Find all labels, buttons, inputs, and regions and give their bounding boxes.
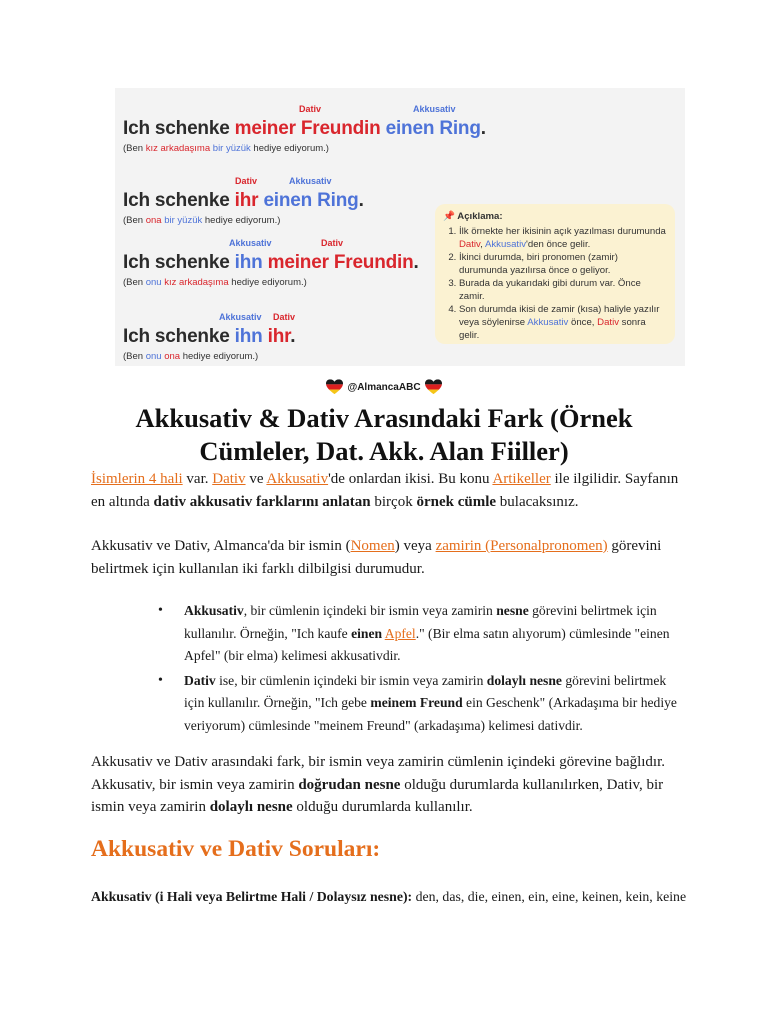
dativ-phrase: meiner Freundin: [267, 252, 414, 273]
definition-paragraph: Akkusativ ve Dativ, Almanca'da bir ismin (Nomen) veya zamirin (Personalpronomen) görevini belirtmek için kullanılan iki farklı dilbilgisi durumudur.: [91, 538, 662, 577]
dativ-phrase: ihr: [267, 326, 291, 347]
dativ-tag: Dativ: [299, 104, 322, 114]
explanation-item: 2. İkinci durumda, biri pronomen (zamir) durumunda yazılırsa önce o geliyor.: [459, 251, 667, 277]
explanation-item: 1. İlk örnekte her ikisinin açık yazılması durumunda Dativ, Akkusativ'den önce gelir.: [459, 225, 667, 251]
german-sentence: Ich schenke meiner Freundin einen Ring.: [123, 118, 486, 139]
turkish-translation: (Ben kız arkadaşıma bir yüzük hediye ediyorum.): [123, 143, 329, 154]
akkusativ-tag: Akkusativ: [289, 176, 332, 186]
dativ-tag: Dativ: [235, 176, 258, 186]
infographic-image: [115, 88, 685, 366]
link-dativ[interactable]: Dativ: [212, 471, 246, 487]
dativ-tag: Dativ: [321, 238, 344, 248]
german-sentence: Ich schenke ihr einen Ring.: [123, 190, 364, 211]
example-sentence-1: [123, 104, 486, 154]
akkusativ-tag: Akkusativ: [229, 238, 272, 248]
bullet-akkusativ: • Akkusativ, bir cümlenin içindeki bir ismin veya zamirin nesne görevini belirtmek için kullanılır. Örneğin, "Ich kaufe einen Apfel." (Bir elma satın alıyorum) cümlesinde "einen Apfel" (bir elma) kelimesi akkusativdir.: [158, 600, 678, 668]
akkusativ-phrase: ihn: [234, 252, 263, 273]
turkish-translation: (Ben onu kız arkadaşıma hediye ediyorum.): [123, 277, 307, 288]
link-zamirin-personalpronomen[interactable]: zamirin (Personalpronomen): [435, 538, 608, 554]
dativ-tag: Dativ: [273, 312, 296, 322]
example-sentence-2: [123, 176, 364, 226]
german-sentence: Ich schenke ihn ihr.: [123, 326, 296, 347]
turkish-translation: (Ben onu ona hediye ediyorum.): [123, 351, 259, 362]
bullet-dativ: • Dativ ise, bir cümlenin içindeki bir ismin veya zamirin dolaylı nesne görevini belirtmek için kullanılır. Örneğin, "Ich gebe meinem Freund ein Geschenk" (Arkadaşıma bir hediye veriyorum) cümlesinde "meinem Freund" (arkadaşıma) kelimesi dativdir.: [158, 670, 678, 738]
turkish-translation: (Ben ona bir yüzük hediye ediyorum.): [123, 215, 281, 226]
german-flag-heart-icon: [425, 379, 442, 395]
german-sentence: Ich schenke ihn meiner Freundin.: [123, 252, 419, 273]
link-nomen[interactable]: Nomen: [350, 538, 395, 554]
akkusativ-tag: Akkusativ: [413, 104, 456, 114]
pushpin-icon: 📌: [443, 211, 455, 222]
explanation-item: 3. Burada da yukarıdaki gibi durum var. Önce zamir.: [459, 277, 667, 303]
section-heading: Akkusativ ve Dativ Soruları:: [91, 836, 381, 862]
intro-paragraph: İsimlerin 4 hali var. Dativ ve Akkusativ'de onlardan ikisi. Bu konu Artikeller ile ilgilidir. Sayfanın en altında dativ akkusativ farklarını anlatan birçok örnek cümle bulacaksınız.: [91, 471, 679, 510]
example-sentence-3: [123, 238, 419, 288]
explanation-note: 📌 Açıklama: 1. İlk örnekte her ikisinin açık yazılması durumunda Dativ, Akkusativ'den önce gelir. 2. İkinci durumda, biri pronomen (zamir) durumunda yazılırsa önce o geliyor. 3. Burada da yukarıdaki gibi durum var. Önce zamir. 4. Son durumda ikisi de zamir (kısa) haliyle yazılır veya söylenirse Akkusativ önce, Dativ sonra gelir.: [435, 204, 675, 344]
link-artikeller[interactable]: Artikeller: [492, 471, 551, 487]
difference-paragraph: Akkusativ ve Dativ arasındaki fark, bir ismin veya zamirin cümlenin içindeki görevine bağlıdır. Akkusativ, bir ismin veya zamirin doğrudan nesne olduğu durumlarda kullanılırken, Dativ, bir ismin veya zamirin dolaylı nesne olduğu durumlarda kullanılır.: [91, 754, 666, 815]
akkusativ-phrase: ihn: [234, 326, 263, 347]
brand-handle: @AlmancaABC: [347, 381, 421, 393]
akkusativ-articles-line: Akkusativ (i Hali veya Belirtme Hali / Dolaysız nesne): den, das, die, einen, ein, eine, keinen, kein, keine: [91, 889, 687, 904]
example-sentence-4: [123, 312, 295, 362]
brand-credit: [322, 378, 446, 396]
german-flag-heart-icon: [326, 379, 343, 395]
case-bullet-list: [158, 600, 678, 739]
akkusativ-phrase: einen Ring: [385, 118, 481, 139]
link-akkusativ[interactable]: Akkusativ: [266, 471, 329, 487]
link-isimlerin-4-hali[interactable]: İsimlerin 4 hali: [91, 471, 183, 487]
akkusativ-phrase: einen Ring: [263, 190, 359, 211]
article-title: Akkusativ & Dativ Arasındaki Fark (Örnek Cümleler, Dat. Akk. Alan Fiiller): [135, 403, 633, 466]
dativ-phrase: meiner Freundin: [234, 118, 381, 139]
dativ-phrase: ihr: [234, 190, 259, 211]
explanation-item: 4. Son durumda ikisi de zamir (kısa) haliyle yazılır veya söylenirse Akkusativ önce, Dativ sonra gelir.: [459, 303, 667, 342]
akkusativ-tag: Akkusativ: [219, 312, 262, 322]
explanation-list: [443, 225, 667, 342]
link-apfel[interactable]: Apfel: [384, 625, 416, 641]
